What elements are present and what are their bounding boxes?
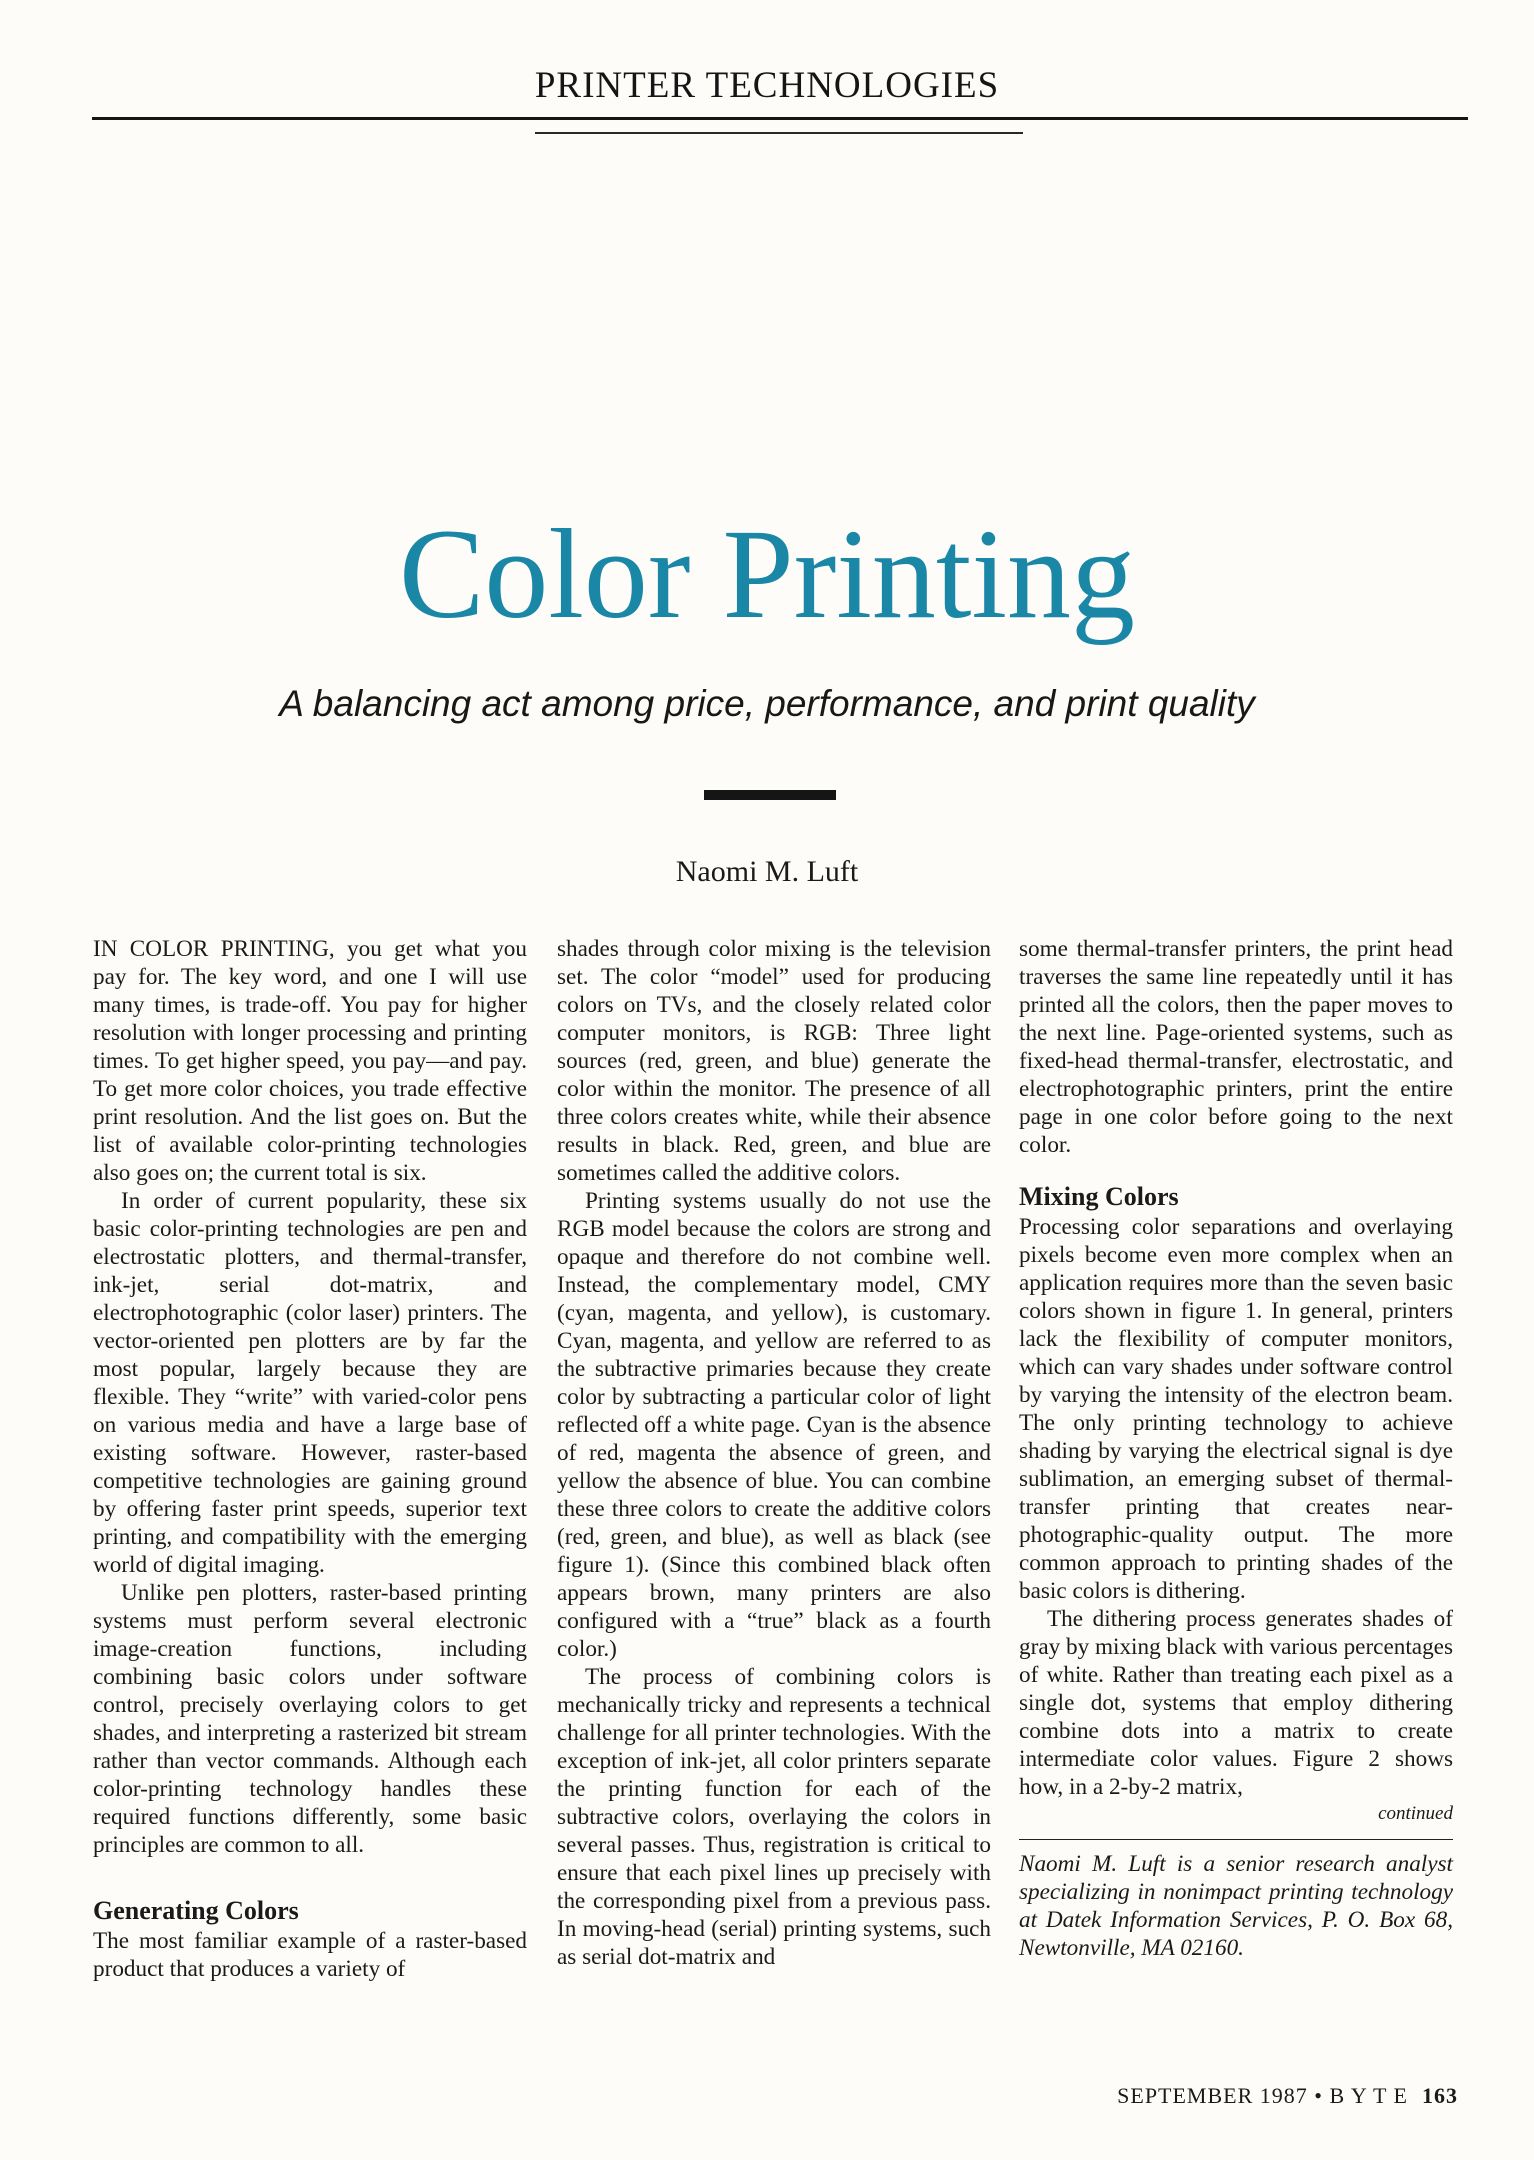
body-paragraph: shades through color mixing is the television set. The color “model” used for producing colors on TVs, and the closely related color computer monitors, is RGB: Three light sources (red, green, and blue) generate the color within the monitor. The presence of all three colors creates white, while their absence results in black. Red, green, and blue are sometimes called the additive colors. <box>557 936 991 1186</box>
header-rule <box>92 117 1468 120</box>
body-paragraph: The process of combining colors is mechanically tricky and represents a technical challenge for all printer technologies. With the exception of ink-jet, all color printers separate the printing function for each of the subtractive colors, overlaying the colors in several passes. Thus, registration is critical to ensure that each pixel lines up precisely with the corresponding pixel from a previous pass. In moving-head (serial) printing systems, such as serial dot-matrix and <box>557 1664 991 1970</box>
body-paragraph: IN COLOR PRINTING, you get what you pay for. The key word, and one I will use many times, is trade-off. You pay for higher resolution with longer processing and printing times. To get higher speed, you pay—and pay. To get more color choices, you trade effective print resolution. And the list goes on. But the list of available color-printing technologies also goes on; the current total is six. <box>93 936 527 1186</box>
header-subrule <box>535 132 1023 134</box>
bio-divider <box>1019 1839 1453 1840</box>
section-heading-mixing-colors: Mixing Colors <box>1019 1182 1179 1211</box>
body-paragraph: The most familiar example of a raster-based product that produces a variety of <box>93 1928 527 1982</box>
body-paragraph: The dithering process generates shades of gray by mixing black with various percentages of white. Rather than treating each pixel as a single dot, systems that employ dithering combine dots into a matrix to create intermediate color values. Figure 2 shows how, in a 2-by-2 matrix, <box>1019 1606 1453 1800</box>
deck-divider <box>704 790 836 800</box>
author-bio: Naomi M. Luft is a senior research analyst specializing in nonimpact printing technology at Datek Information Services, P. O. Box 68, Newtonville, MA 02160. <box>1019 1851 1453 1961</box>
body-paragraph: Processing color separations and overlaying pixels become even more complex when an application requires more than the seven basic colors shown in figure 1. In general, printers lack the flexibility of computer monitors, which can vary shades under software control by varying the intensity of the electron beam. The only printing technology to achieve shading by varying the electrical signal is dye sublimation, an emerging subset of thermal-transfer printing that creates near-photographic-quality output. The more common approach to printing shades of the basic colors is dithering. <box>1019 1214 1453 1604</box>
page-footer <box>1117 2083 1458 2109</box>
body-paragraph: Unlike pen plotters, raster-based printing systems must perform several electronic image-creation functions, including combining basic colors under software control, precisely overlaying colors to get shades, and interpreting a rasterized bit stream rather than vector commands. Although each color-printing technology handles these required functions differently, some basic principles are common to all. <box>93 1580 527 1858</box>
body-paragraph: some thermal-transfer printers, the print head traverses the same line repeatedly until it has printed all the colors, then the paper moves to the next line. Page-oriented systems, such as fixed-head thermal-transfer, electrostatic, and electrophotographic printers, print the entire page in one color before going to the next color. <box>1019 936 1453 1158</box>
footer-issue: SEPTEMBER 1987 • B Y T E <box>1117 2083 1408 2108</box>
author-byline: Naomi M. Luft <box>675 855 859 888</box>
page-number: 163 <box>1422 2083 1458 2108</box>
body-paragraph: Printing systems usually do not use the RGB model because the colors are strong and opaque and therefore do not combine well. Instead, the complementary model, CMY (cyan, magenta, and yellow), is customary. Cyan, magenta, and yellow are referred to as the subtractive primaries because they create color by subtracting a particular color of light reflected off a white page. Cyan is the absence of red, magenta the absence of green, and yellow the absence of blue. You can combine these three colors to create the additive colors (red, green, and blue), as well as black (see figure 1). (Since this combined black often appears brown, many printers are also configured with a “true” black as a fourth color.) <box>557 1188 991 1662</box>
article-title: Color Printing <box>398 503 1136 645</box>
article-deck: A balancing act among price, performance, and print quality <box>279 683 1255 724</box>
section-heading-generating-colors: Generating Colors <box>93 1896 299 1925</box>
body-paragraph: In order of current popularity, these six basic color-printing technologies are pen and electrostatic plotters, and thermal-transfer, ink-jet, serial dot-matrix, and electrophotographic (color laser) printers. The vector-oriented pen plotters are by far the most popular, largely because they are flexible. They “write” with varied-color pens on various media and have a large base of existing software. However, raster-based competitive technologies are gaining ground by offering faster print speeds, superior text printing, and compatibility with the emerging world of digital imaging. <box>93 1188 527 1578</box>
section-label: PRINTER TECHNOLOGIES <box>534 65 1000 106</box>
text-column-3 <box>1019 935 1453 1962</box>
text-column-2 <box>557 935 991 1971</box>
continued-note: continued <box>1378 1803 1453 1824</box>
text-column-1 <box>93 935 527 1983</box>
